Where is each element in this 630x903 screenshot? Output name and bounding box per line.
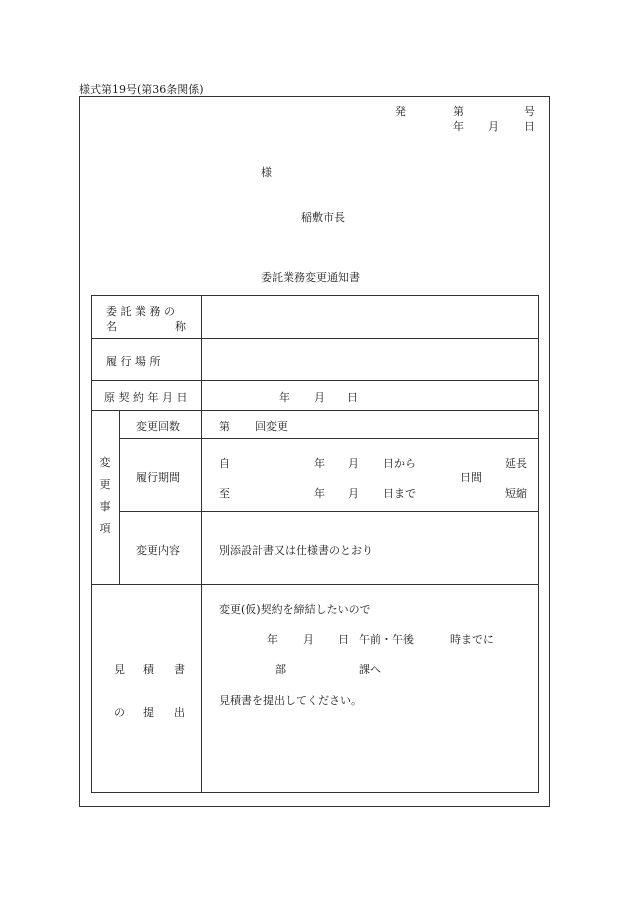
estimate-label-sho: 書 bbox=[174, 663, 185, 676]
row-divider bbox=[91, 380, 539, 381]
task-name-label-title: 称 bbox=[175, 320, 186, 333]
column-divider bbox=[201, 295, 202, 793]
addressee-suffix: 様 bbox=[261, 166, 272, 179]
row-divider bbox=[91, 338, 539, 339]
period-to-year: 年 bbox=[314, 487, 325, 500]
estimate-label-shutsu: 出 bbox=[174, 706, 185, 719]
document-title: 委託業務変更通知書 bbox=[261, 271, 360, 284]
period-to-month: 月 bbox=[348, 487, 359, 500]
estimate-section: 課へ bbox=[359, 663, 381, 676]
estimate-deadline-ampm: 午前・午後 bbox=[359, 633, 414, 646]
row-divider bbox=[91, 584, 539, 585]
change-count-suffix: 回変更 bbox=[255, 420, 288, 433]
number-suffix: 号 bbox=[524, 105, 535, 118]
estimate-dept: 部 bbox=[275, 663, 286, 676]
change-content-value: 別添設計書又は仕様書のとおり bbox=[219, 544, 373, 557]
estimate-line-1: 変更(仮)契約を締結したいので bbox=[219, 603, 371, 616]
date-year: 年 bbox=[453, 120, 464, 133]
issuer-name: 稲敷市長 bbox=[301, 211, 345, 224]
estimate-label-no: の bbox=[114, 706, 125, 719]
row-divider bbox=[119, 511, 539, 512]
change-content-label: 変更内容 bbox=[136, 544, 180, 557]
row-divider bbox=[119, 438, 539, 439]
orig-date-year: 年 bbox=[279, 391, 290, 404]
estimate-label-seki: 積 bbox=[143, 663, 154, 676]
estimate-deadline-hour: 時までに bbox=[450, 633, 494, 646]
orig-date-day: 日 bbox=[347, 391, 358, 404]
period-label: 履行期間 bbox=[136, 471, 180, 484]
task-name-label: 委 託 業 務 の bbox=[106, 305, 175, 318]
extend-label: 延長 bbox=[505, 457, 527, 470]
period-from-month: 月 bbox=[348, 457, 359, 470]
estimate-label-mi: 見 bbox=[114, 663, 125, 676]
estimate-deadline-day: 日 bbox=[338, 633, 349, 646]
change-count-label: 変更回数 bbox=[136, 420, 180, 433]
change-count-prefix: 第 bbox=[219, 420, 230, 433]
period-to-label: 至 bbox=[219, 487, 230, 500]
original-contract-date-label: 原 契 約 年 月 日 bbox=[104, 391, 188, 404]
period-from-year: 年 bbox=[314, 457, 325, 470]
change-items-label: 変 更 事 項 bbox=[99, 456, 111, 535]
period-to-day: 日まで bbox=[383, 487, 416, 500]
estimate-label-tei: 提 bbox=[143, 706, 154, 719]
shorten-label: 短縮 bbox=[505, 487, 527, 500]
number-prefix: 第 bbox=[453, 105, 464, 118]
column-divider bbox=[119, 410, 120, 584]
period-from-label: 自 bbox=[219, 457, 230, 470]
period-days-label: 日間 bbox=[460, 471, 482, 484]
row-divider bbox=[91, 410, 539, 411]
orig-date-month: 月 bbox=[314, 391, 325, 404]
estimate-deadline-year: 年 bbox=[267, 633, 278, 646]
date-day: 日 bbox=[524, 120, 535, 133]
estimate-line-4: 見積書を提出してください。 bbox=[219, 694, 362, 707]
period-from-day: 日から bbox=[383, 457, 416, 470]
form-number-label: 様式第19号(第36条関係) bbox=[79, 83, 204, 96]
place-label: 履 行 場 所 bbox=[106, 355, 161, 368]
estimate-deadline-month: 月 bbox=[303, 633, 314, 646]
task-name-label-name: 名 bbox=[106, 320, 117, 333]
date-month: 月 bbox=[488, 120, 499, 133]
issue-label: 発 bbox=[395, 105, 406, 118]
